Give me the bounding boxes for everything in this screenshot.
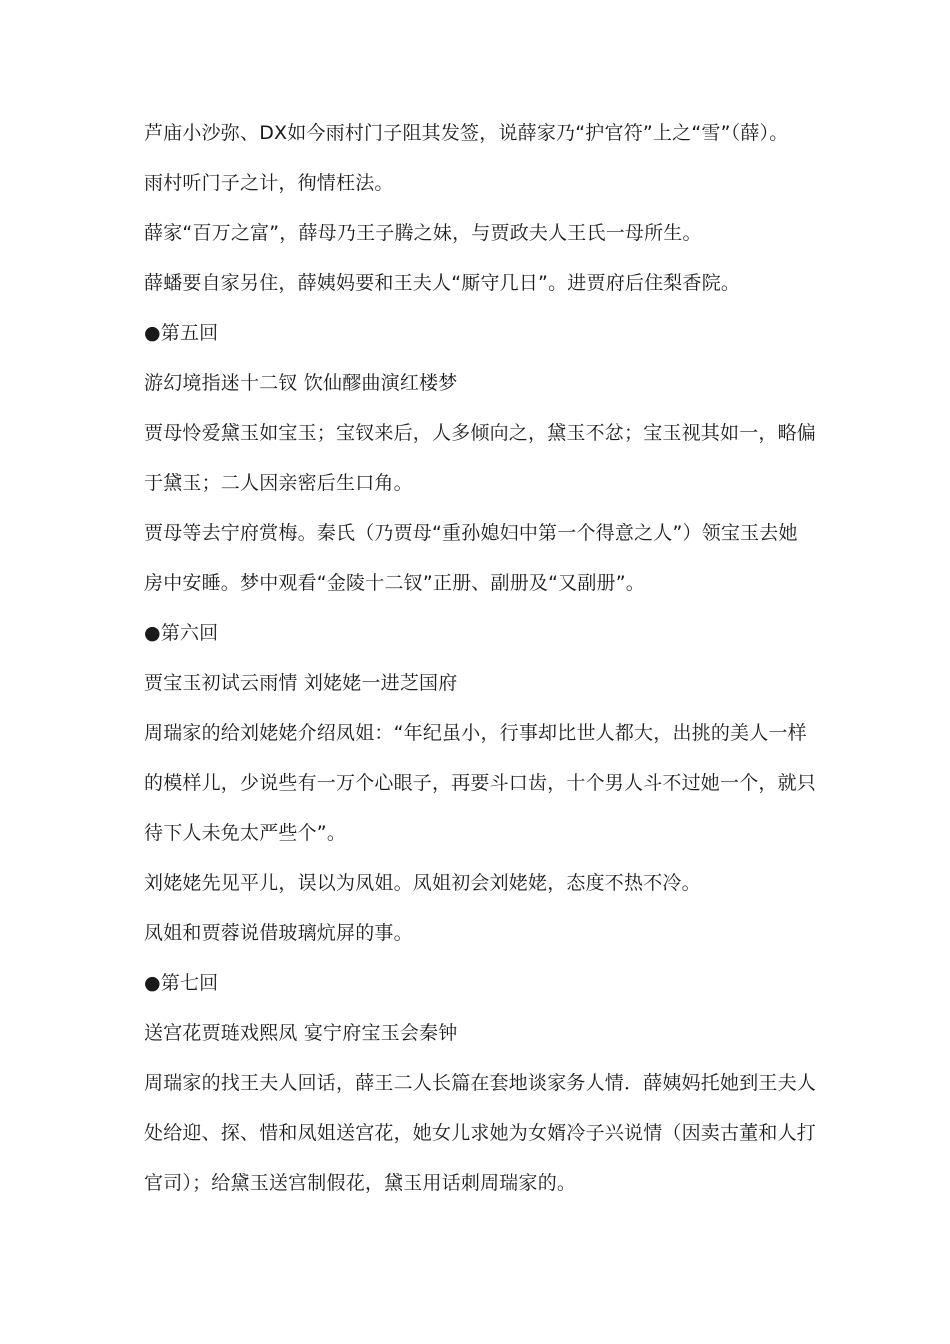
chapter-heading: ●第六回 bbox=[144, 622, 219, 644]
document-body bbox=[144, 108, 817, 1208]
text-line: 贾母等去宁府赏梅。秦氏（乃贾母“重孙媳妇中第一个得意之人”）领宝玉去她 bbox=[144, 522, 798, 544]
text-line: 薛蟠要自家另住，薛姨妈要和王夫人“厮守几日”。进贾府后住梨香院。 bbox=[144, 272, 741, 294]
text-line: 处给迎、探、惜和凤姐送宫花，她女儿求她为女婿冷子兴说情（因卖古董和人打 bbox=[144, 1122, 817, 1144]
text-line: 周瑞家的找王夫人回话，薛王二人长篇在套地谈家务人情．薛姨妈托她到王夫人 bbox=[144, 1072, 817, 1094]
chapter-heading: ●第七回 bbox=[144, 972, 219, 994]
chapter-title: 贾宝玉初试云雨情 刘姥姥一进芝国府 bbox=[144, 672, 458, 694]
text-line: 周瑞家的给刘姥姥介绍凤姐：“年纪虽小，行事却比世人都大，出挑的美人一样 bbox=[144, 722, 807, 744]
chapter-title: 游幻境指迷十二钗 饮仙醪曲演红楼梦 bbox=[144, 372, 458, 394]
text-line: 于黛玉；二人因亲密后生口角。 bbox=[144, 472, 413, 494]
text-line: 雨村听门子之计，徇情枉法。 bbox=[144, 172, 394, 194]
text-line: 官司）；给黛玉送宫制假花，黛玉用话刺周瑞家的。 bbox=[144, 1172, 577, 1194]
text-line: 薛家“百万之富”，薛母乃王子腾之妹，与贾政夫人王氏一母所生。 bbox=[144, 222, 702, 244]
text-line: 刘姥姥先见平儿，误以为凤姐。凤姐初会刘姥姥，态度不热不冷。 bbox=[144, 872, 701, 894]
text-line: 贾母怜爱黛玉如宝玉；宝钗来后，人多倾向之，黛玉不忿；宝玉视其如一，略偏 bbox=[144, 422, 817, 444]
text-line: 待下人未免太严些个”。 bbox=[144, 822, 347, 844]
text-line: 芦庙小沙弥、DX如今雨村门子阻其发签，说薛家乃“护官符”上之“雪”（薛）。 bbox=[144, 122, 789, 144]
chapter-title: 送宫花贾琏戏熙凤 宴宁府宝玉会秦钟 bbox=[144, 1022, 458, 1044]
text-line: 的模样儿，少说些有一万个心眼子，再要斗口齿，十个男人斗不过她一个，就只 bbox=[144, 772, 817, 794]
chapter-heading: ●第五回 bbox=[144, 322, 219, 344]
text-line: 凤姐和贾蓉说借玻璃炕屏的事。 bbox=[144, 922, 413, 944]
text-line: 房中安睡。梦中观看“金陵十二钗”正册、副册及“又副册”。 bbox=[144, 572, 645, 594]
